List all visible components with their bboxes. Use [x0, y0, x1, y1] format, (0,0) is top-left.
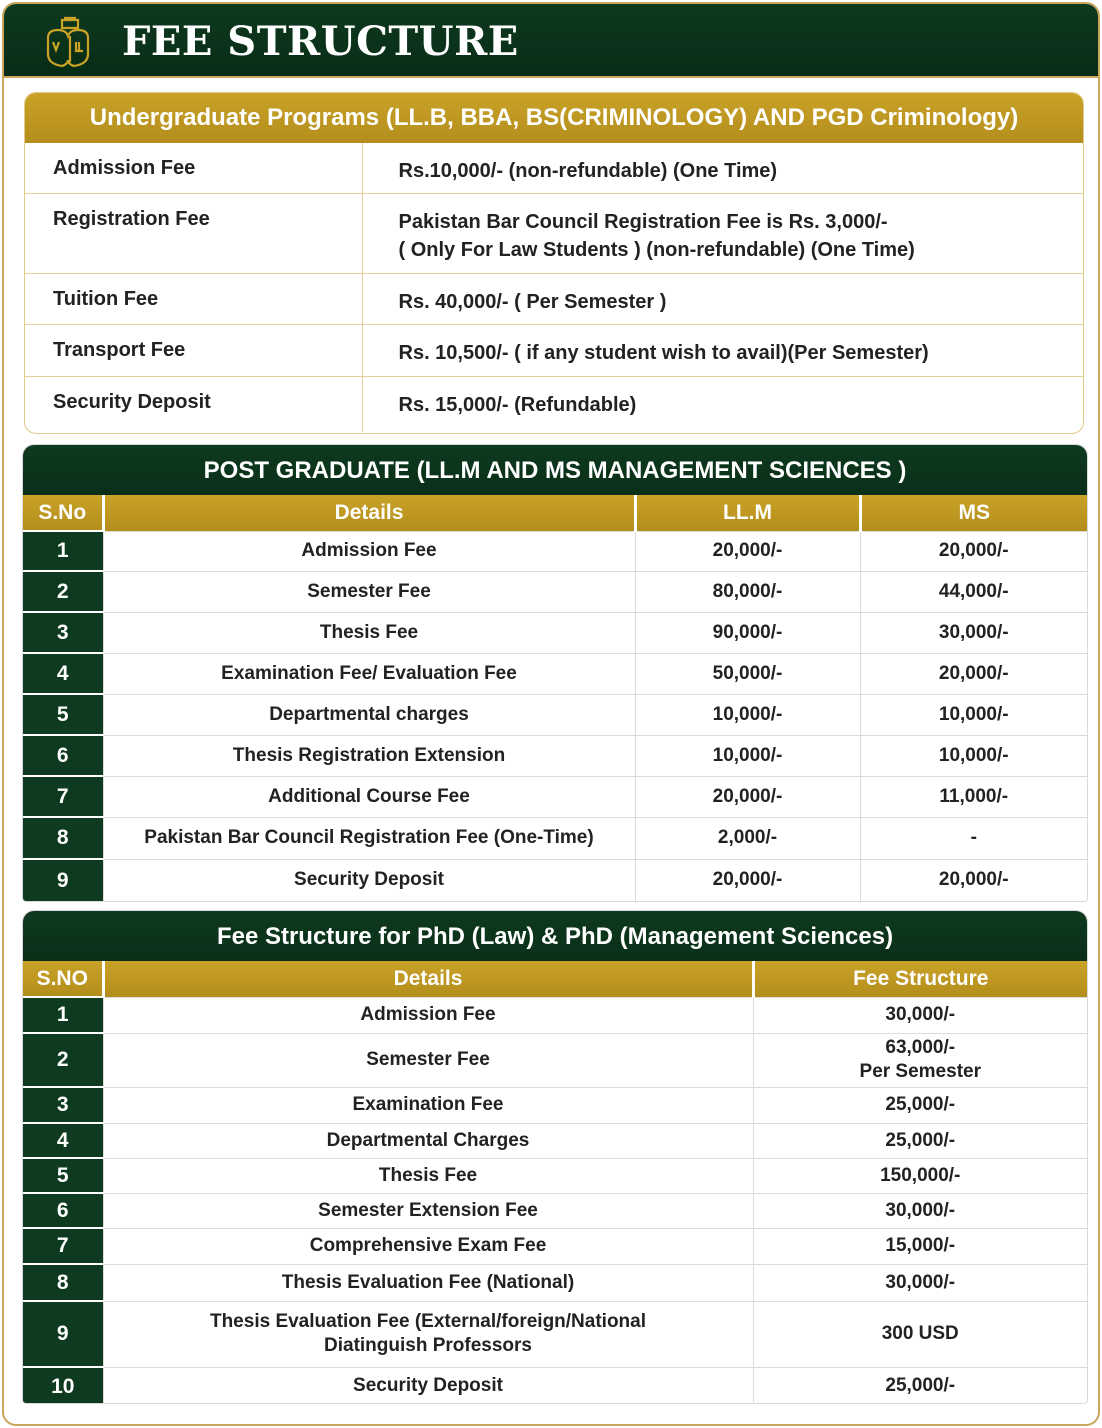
fee-detail: Additional Course Fee	[103, 776, 635, 817]
fee-amount-line: 25,000/-	[885, 1129, 956, 1151]
fee-label: Security Deposit	[25, 376, 362, 432]
fee-detail-line: Admission Fee	[360, 1004, 496, 1025]
fee-amount	[753, 1367, 1087, 1404]
postgraduate-header-row	[23, 495, 1087, 531]
fee-value	[362, 376, 1083, 432]
serial-number: 6	[23, 1193, 103, 1228]
ms-fee: 20,000/-	[860, 653, 1087, 694]
fee-value	[362, 193, 1083, 273]
ms-fee: 10,000/-	[860, 735, 1087, 776]
fee-detail-line: Thesis Evaluation Fee (National)	[281, 1271, 575, 1293]
table-row	[23, 1158, 1087, 1193]
undergraduate-table	[25, 143, 1083, 432]
fee-detail: Departmental charges	[103, 694, 635, 735]
ms-fee: 30,000/-	[860, 612, 1087, 653]
table-row	[23, 997, 1087, 1033]
serial-number: 9	[23, 1301, 103, 1367]
fee-label: Tuition Fee	[25, 273, 362, 324]
llm-fee: 20,000/-	[635, 776, 860, 817]
fee-value-line: Pakistan Bar Council Registration Fee is Rs. 3,000/-	[398, 210, 888, 233]
fee-amount	[753, 1158, 1087, 1193]
serial-number: 1	[23, 531, 103, 571]
fee-amount-line: 25,000/-	[885, 1375, 956, 1397]
fee-value-line: Rs. 15,000/- (Refundable)	[398, 393, 637, 416]
fee-value	[362, 143, 1083, 193]
fee-value-line: Rs. 10,500/- ( if any student wish to avail)(Per Semester)	[398, 341, 929, 364]
page-title: FEE STRUCTURE	[122, 18, 519, 65]
fee-detail-line: Diatinguish Professors	[324, 1335, 532, 1356]
fee-detail-line: Departmental Charges	[326, 1129, 530, 1151]
serial-number: 4	[23, 1123, 103, 1158]
fee-structure-page	[2, 2, 1100, 1426]
table-row	[25, 376, 1083, 432]
fee-amount	[753, 997, 1087, 1033]
table-row	[23, 571, 1087, 612]
table-row	[25, 193, 1083, 273]
table-row	[23, 612, 1087, 653]
fee-amount-line: 15,000/-	[885, 1235, 956, 1256]
serial-number: 10	[23, 1367, 103, 1404]
fee-detail: Security Deposit	[103, 859, 635, 901]
undergraduate-title: Undergraduate Programs (LL.B, BBA, BS(CRIMINOLOGY) AND PGD Criminology)	[25, 93, 1083, 143]
table-row	[23, 1087, 1087, 1123]
postgraduate-table	[23, 495, 1087, 901]
serial-number: 7	[23, 776, 103, 817]
fee-detail-line: Thesis Evaluation Fee (External/foreign/National	[209, 1311, 647, 1332]
fee-detail: Admission Fee	[103, 531, 635, 571]
table-row	[23, 859, 1087, 901]
column-header-sno: S.No	[23, 495, 103, 531]
fee-value	[362, 273, 1083, 324]
serial-number: 4	[23, 653, 103, 694]
serial-number: 3	[23, 612, 103, 653]
serial-number: 7	[23, 1228, 103, 1264]
column-header-sno: S.NO	[23, 961, 103, 997]
university-crest-icon	[42, 16, 98, 68]
column-header-details: Details	[103, 495, 635, 531]
fee-detail	[103, 1228, 753, 1264]
fee-amount-line: 150,000/-	[880, 1164, 961, 1186]
llm-fee: 10,000/-	[635, 735, 860, 776]
phd-table	[23, 961, 1087, 1404]
fee-detail	[103, 1301, 753, 1367]
fee-amount-line: 300 USD	[881, 1323, 959, 1344]
fee-detail	[103, 1158, 753, 1193]
llm-fee: 80,000/-	[635, 571, 860, 612]
table-row	[23, 1367, 1087, 1404]
fee-detail: Examination Fee/ Evaluation Fee	[103, 653, 635, 694]
fee-amount-line: 25,000/-	[885, 1094, 956, 1115]
fee-amount-line: Per Semester	[859, 1061, 981, 1082]
fee-label: Transport Fee	[25, 324, 362, 376]
ms-fee: 20,000/-	[860, 531, 1087, 571]
serial-number: 9	[23, 859, 103, 901]
llm-fee: 10,000/-	[635, 694, 860, 735]
fee-detail: Pakistan Bar Council Registration Fee (One-Time)	[103, 817, 635, 859]
llm-fee: 90,000/-	[635, 612, 860, 653]
fee-detail	[103, 1123, 753, 1158]
ms-fee: 44,000/-	[860, 571, 1087, 612]
column-header-llm: LL.M	[635, 495, 860, 531]
fee-detail	[103, 1087, 753, 1123]
postgraduate-title: POST GRADUATE (LL.M AND MS MANAGEMENT SCIENCES )	[23, 445, 1087, 495]
fee-detail-line: Examination Fee	[352, 1094, 504, 1115]
fee-detail	[103, 997, 753, 1033]
fee-value	[362, 324, 1083, 376]
page-header	[4, 4, 1098, 78]
fee-detail-line: Comprehensive Exam Fee	[309, 1235, 547, 1256]
fee-detail	[103, 1033, 753, 1087]
table-row	[23, 1301, 1087, 1367]
table-row	[23, 653, 1087, 694]
serial-number: 5	[23, 1158, 103, 1193]
serial-number: 2	[23, 1033, 103, 1087]
serial-number: 1	[23, 997, 103, 1033]
serial-number: 8	[23, 817, 103, 859]
fee-detail-line: Security Deposit	[353, 1375, 503, 1397]
column-header-fee-structure: Fee Structure	[753, 961, 1087, 997]
fee-detail-line: Thesis Fee	[378, 1164, 478, 1186]
postgraduate-section	[22, 444, 1088, 902]
fee-detail	[103, 1367, 753, 1404]
ms-fee: 11,000/-	[860, 776, 1087, 817]
column-header-ms: MS	[860, 495, 1087, 531]
fee-amount	[753, 1301, 1087, 1367]
fee-detail: Thesis Registration Extension	[103, 735, 635, 776]
fee-detail: Thesis Fee	[103, 612, 635, 653]
table-row	[23, 776, 1087, 817]
table-row	[23, 735, 1087, 776]
fee-amount	[753, 1123, 1087, 1158]
fee-label: Registration Fee	[25, 193, 362, 273]
fee-amount-line: 30,000/-	[885, 1271, 956, 1293]
llm-fee: 2,000/-	[635, 817, 860, 859]
table-row	[23, 694, 1087, 735]
fee-detail-line: Semester Fee	[366, 1049, 490, 1070]
fee-detail-line: Semester Extension Fee	[318, 1199, 538, 1221]
ms-fee: -	[860, 817, 1087, 859]
phd-section	[22, 910, 1088, 1404]
fee-label: Admission Fee	[25, 143, 362, 193]
fee-detail	[103, 1264, 753, 1301]
table-row	[23, 1123, 1087, 1158]
table-row	[23, 1264, 1087, 1301]
fee-amount	[753, 1033, 1087, 1087]
undergraduate-section	[24, 92, 1084, 434]
table-row	[25, 324, 1083, 376]
fee-detail: Semester Fee	[103, 571, 635, 612]
fee-amount-line: 30,000/-	[885, 1004, 956, 1025]
ms-fee: 20,000/-	[860, 859, 1087, 901]
serial-number: 6	[23, 735, 103, 776]
fee-amount	[753, 1264, 1087, 1301]
column-header-details: Details	[103, 961, 753, 997]
table-row	[25, 273, 1083, 324]
table-row	[23, 817, 1087, 859]
llm-fee: 20,000/-	[635, 859, 860, 901]
phd-title: Fee Structure for PhD (Law) & PhD (Management Sciences)	[23, 911, 1087, 961]
llm-fee: 20,000/-	[635, 531, 860, 571]
fee-value-line: Rs.10,000/- (non-refundable) (One Time)	[398, 160, 778, 182]
table-row	[23, 1193, 1087, 1228]
fee-amount-line: 30,000/-	[885, 1199, 956, 1221]
table-row	[23, 531, 1087, 571]
ms-fee: 10,000/-	[860, 694, 1087, 735]
phd-header-row	[23, 961, 1087, 997]
table-row	[23, 1033, 1087, 1087]
fee-detail	[103, 1193, 753, 1228]
table-row	[23, 1228, 1087, 1264]
serial-number: 2	[23, 571, 103, 612]
fee-amount	[753, 1087, 1087, 1123]
fee-amount	[753, 1193, 1087, 1228]
table-row	[25, 143, 1083, 193]
llm-fee: 50,000/-	[635, 653, 860, 694]
serial-number: 5	[23, 694, 103, 735]
serial-number: 3	[23, 1087, 103, 1123]
serial-number: 8	[23, 1264, 103, 1301]
fee-amount	[753, 1228, 1087, 1264]
fee-value-line: ( Only For Law Students ) (non-refundable) (One Time)	[398, 238, 915, 261]
fee-value-line: Rs. 40,000/- ( Per Semester )	[398, 290, 667, 313]
fee-amount-line: 63,000/-	[885, 1037, 956, 1058]
